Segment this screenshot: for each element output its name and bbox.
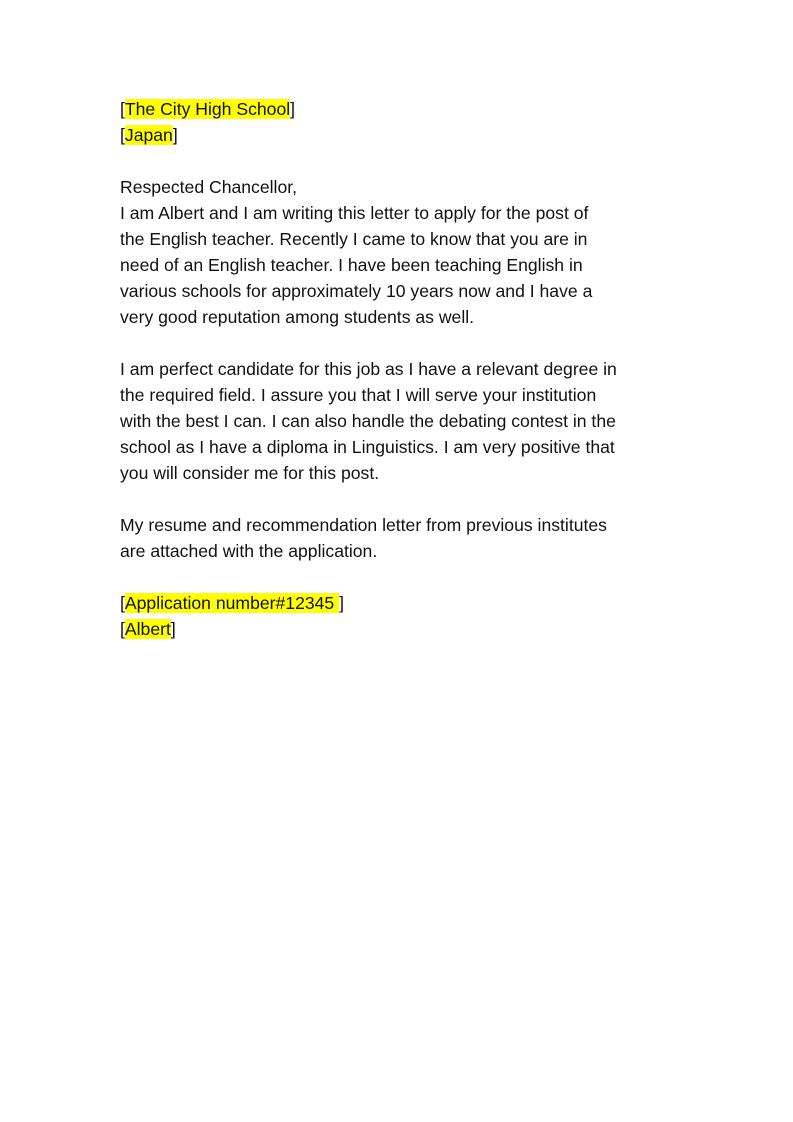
application-number-line: [Application number#12345 ] <box>120 593 344 613</box>
spacer <box>120 330 680 356</box>
application-number: Application number#12345 <box>124 593 335 613</box>
signature-line: [Albert] <box>120 619 176 639</box>
paragraph-line: are attached with the application. <box>120 541 378 561</box>
sender-name: Albert <box>124 619 171 639</box>
paragraph-line: the English teacher. Recently I came to know that you are in <box>120 229 588 249</box>
paragraph-line: you will consider me for this post. <box>120 463 380 483</box>
paragraph-line: school as I have a diploma in Linguistics. I am very positive that <box>120 437 615 457</box>
paragraph-2 <box>120 356 680 486</box>
school-name: The City High School <box>124 99 291 119</box>
paragraph-line: with the best I can. I can also handle the debating contest in the <box>120 411 616 431</box>
paragraph-3 <box>120 512 680 564</box>
paragraph-line: various schools for approximately 10 years now and I have a <box>120 281 593 301</box>
spacer <box>120 486 680 512</box>
paragraph-line: My resume and recommendation letter from previous institutes <box>120 515 607 535</box>
spacer <box>120 564 680 590</box>
paragraph-line: I am perfect candidate for this job as I have a relevant degree in <box>120 359 617 379</box>
paragraph-line: I am Albert and I am writing this letter to apply for the post of <box>120 203 589 223</box>
paragraph-line: very good reputation among students as well. <box>120 307 475 327</box>
paragraph-line: need of an English teacher. I have been teaching English in <box>120 255 583 275</box>
paragraph-1 <box>120 200 680 330</box>
country-name: Japan <box>124 125 173 145</box>
spacer <box>120 148 680 174</box>
salutation: Respected Chancellor, <box>120 177 298 197</box>
address-school-line: [The City High School] <box>120 99 296 119</box>
address-country-line: [Japan] <box>120 125 178 145</box>
letter-document <box>120 96 680 642</box>
paragraph-line: the required field. I assure you that I will serve your institution <box>120 385 597 405</box>
